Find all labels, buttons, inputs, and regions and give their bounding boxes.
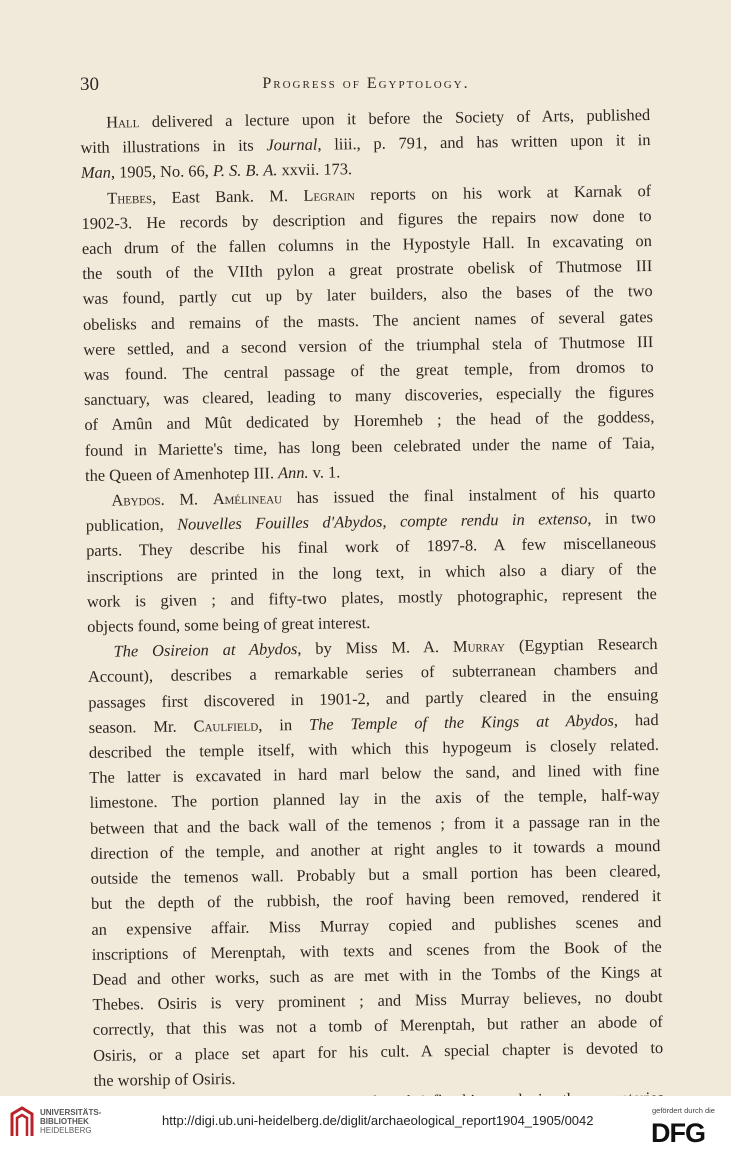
page-header	[80, 74, 652, 98]
text-line: was found. The central passage of the great temple, from dromos to	[83, 357, 654, 385]
text-line: Man, 1905, No. 66, P. S. B. A. xxvii. 173.	[80, 159, 353, 183]
text-line: was found, partly cut up by later builders, also the bases of the two	[82, 281, 653, 309]
text-line: described the temple itself, with which this hypogeum is closely related.	[88, 735, 660, 763]
running-title: Progress of Egyptology.	[262, 75, 470, 92]
body-text	[80, 102, 664, 1118]
text-line: season. Mr. Caulfield, in The Temple of the Kings at Abydos, had	[88, 709, 659, 737]
text-line: inscriptions are printed in the long text, in which also a diary of the	[86, 558, 657, 586]
text-line: were settled, and a second version of the triumphal stela of Thutmose III	[83, 331, 654, 359]
text-line: Hall delivered a lecture upon it before the Society of Arts, published	[106, 105, 651, 132]
text-line: objects found, some being of great interest.	[87, 613, 371, 637]
text-line: Account), describes a remarkable series of subterranean chambers and	[87, 659, 658, 687]
text-line: Abydos. M. Amélineau has issued the final instalment of his quarto	[111, 483, 656, 510]
viewer-footer	[0, 1096, 731, 1154]
text-line: The latter is excavated in hard marl below the sand, and lined with fine	[89, 760, 660, 788]
text-line: the south of the VIIth pylon a great prostrate obelisk of Thutmose III	[82, 256, 653, 284]
university-library-logo-icon	[10, 1106, 34, 1138]
text-line: obelisks and remains of the masts. The ancient names of several gates	[82, 306, 654, 334]
text-line: an expensive affair. Miss Murray copied and publishes scenes and	[91, 911, 662, 939]
text-line: parts. They describe his final work of 1897-8. A few miscellaneous	[86, 533, 657, 561]
text-line: inscriptions of Merenptah, with texts and scenes from the Book of the	[91, 936, 662, 964]
funded-by-label: gefördert durch die	[652, 1106, 715, 1115]
text-line: publication, Nouvelles Fouilles d'Abydos, compte rendu in extenso, in two	[85, 508, 656, 536]
text-line: Dead and other works, such as are met with in the Tombs of the Kings at	[92, 961, 663, 989]
text-line: Thebes, East Bank. M. Legrain reports on his work at Karnak of	[107, 180, 652, 208]
text-line: between that and the back wall of the temenos ; from it a passage ran in the	[89, 810, 661, 838]
dfg-logo: DFG	[651, 1118, 705, 1148]
text-line: but the depth of the rubbish, the roof having been removed, rendered it	[90, 886, 662, 914]
permalink-url[interactable]: http://digi.ub.uni-heidelberg.de/diglit/archaeological_report1904_1905/0042	[162, 1113, 594, 1128]
text-line: limestone. The portion planned lay in the axis of the temple, half-way	[89, 785, 660, 813]
text-line: outside the temenos wall. Probably but a small portion has been cleared,	[90, 861, 661, 889]
text-line: direction of the temple, and another at right angles to it towards a mound	[90, 835, 661, 863]
text-line: passages first discovered in 1901-2, and partly cleared in the ensuing	[88, 684, 659, 712]
text-line: each drum of the fallen columns in the Hypostyle Hall. In excavating on	[81, 231, 653, 259]
page-number: 30	[80, 74, 99, 95]
text-line: with illustrations in its Journal, liii., p. 791, and has written upon it in	[80, 130, 651, 158]
text-line: the worship of Osiris.	[93, 1068, 236, 1090]
text-line: Thebes. Osiris is very prominent ; and Miss Murray believes, no doubt	[92, 987, 663, 1015]
text-line: sanctuary, was cleared, leading to many discoveries, especially the figures	[83, 382, 655, 410]
text-line: correctly, that this was not a tomb of Merenptah, but rather an abode of	[92, 1012, 663, 1040]
text-line: Osiris, or a place set apart for his cult. A special chapter is devoted to	[93, 1037, 664, 1065]
text-line: The Osireion at Abydos, by Miss M. A. Murray (Egyptian Research	[113, 634, 658, 661]
text-line: 1902-3. He records by description and figures the repairs now done to	[81, 205, 652, 233]
institution-name: UNIVERSITÄTS- BIBLIOTHEK HEIDELBERG	[40, 1108, 102, 1135]
text-line: of Amûn and Mût dedicated by Horemheb ; the head of the goddess,	[84, 407, 655, 435]
text-line: the Queen of Amenhotep III. Ann. v. 1.	[84, 462, 341, 485]
text-line: work is given ; and fifty-two plates, mostly photographic, represent the	[86, 583, 657, 611]
text-line: found in Mariette's time, has long been celebrated under the name of Taia,	[84, 432, 655, 460]
